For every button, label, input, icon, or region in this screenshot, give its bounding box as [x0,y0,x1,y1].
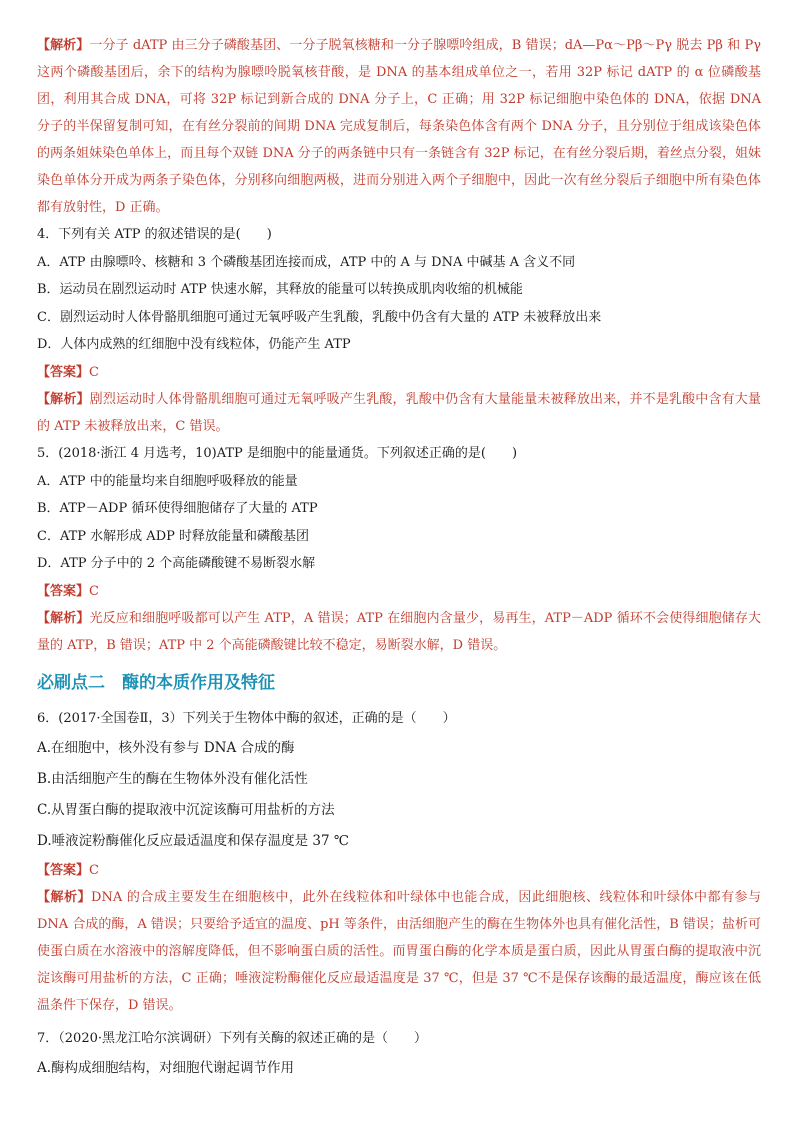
document-page [37,32,761,1084]
analysis-tag: 【解析】 [37,392,90,407]
analysis-tag: 【解析】 [37,38,90,53]
question-5-option-b: B．ATP－ADP 循环使得细胞储存了大量的 ATP [37,501,318,516]
question-6-stem: 6．(2017·全国卷Ⅱ，3）下列关于生物体中酶的叙述，正确的是（ ） [37,711,456,726]
question-5-analysis [37,605,761,659]
question-6-option-b: B.由活细胞产生的酶在生物体外没有催化活性 [37,770,308,787]
section-title: 必刷点二 酶的本质作用及特征 [37,673,275,693]
question-7-option-a: A.酶构成细胞结构，对细胞代谢起调节作用 [37,1060,295,1076]
question-4-analysis [37,386,761,440]
analysis-text: 剧烈运动时人体骨骼肌细胞可通过无氧呼吸产生乳酸，乳酸中仍含有大量能量未被释放出来，并不是乳酸中含有大量的 ATP 未被释放出来，C 错误。 [37,392,761,434]
answer-value: C [89,364,99,380]
answer-value: C [89,862,99,878]
question-6-answer [37,857,761,885]
question-5-option-d: D．ATP 分子中的 2 个高能磷酸键不易断裂水解 [37,556,316,571]
answer-value: C [89,583,99,599]
question-6-option-d: D.唾液淀粉酶催化反应最适温度和保存温度是 37 ℃ [37,832,349,849]
question-4-option-d: D．人体内成熟的红细胞中没有线粒体，仍能产生 ATP [37,337,351,352]
answer-tag: 【答案】 [37,583,90,599]
answer-tag: 【答案】 [37,364,90,380]
answer-tag: 【答案】 [37,862,90,878]
question-4-answer [37,359,761,387]
question-5-stem: 5．(2018·浙江 4 月选考，10)ATP 是细胞中的能量通货。下列叙述正确的是( ) [37,446,518,461]
question-7-stem: 7．（2020·黑龙江哈尔滨调研）下列有关酶的叙述正确的是（ ） [37,1031,427,1046]
question-5-answer [37,578,761,606]
question-4-option-c: C．剧烈运动时人体骨骼肌细胞可通过无氧呼吸产生乳酸，乳酸中仍含有大量的 ATP 未被释放出来 [37,309,602,325]
question-4-option-b: B．运动员在剧烈运动时 ATP 快速水解，其释放的能量可以转换成肌肉收缩的机械能 [37,282,523,297]
question-5-option-c: C．ATP 水解形成 ADP 时释放能量和磷酸基团 [37,528,309,544]
question-6-analysis [37,884,761,1019]
analysis-q3 [37,32,761,221]
analysis-tag: 【解析】 [37,890,92,905]
analysis-tag: 【解析】 [37,611,90,626]
question-4-option-a: A．ATP 由腺嘌呤、核糖和 3 个磷酸基团连接而成，ATP 中的 A 与 DNA 中碱基 A 含义不同 [37,254,576,270]
analysis-text: DNA 的合成主要发生在细胞核中，此外在线粒体和叶绿体中也能合成，因此细胞核、线粒体和叶绿体中都有参与 DNA 合成的酶，A 错误；只要给予适宜的温度、pH 等条件，由活细胞产生的酶在生物体外也具有催化活性，B 错误；盐析可使蛋白质在水溶液中的溶解度降低，但不影响蛋白质的活性。而胃蛋白酶的化学本质是蛋白质，因此从胃蛋白酶的提取液中沉淀该酶可用盐析的方法，C 正确；唾液淀粉酶催化反应最适温度是 37 ℃，但是 37 ℃不是保存该酶的最适温度，酶应该在低温条件下保存，D 错误。 [37,890,761,1013]
question-4-stem: 4．下列有关 ATP 的叙述错误的是( ) [37,227,272,242]
question-6-option-c: C.从胃蛋白酶的提取液中沉淀该酶可用盐析的方法 [37,801,335,818]
question-5-option-a: A．ATP 中的能量均来自细胞呼吸释放的能量 [37,473,298,489]
analysis-text: 一分子 dATP 由三分子磷酸基团、一分子脱氧核糖和一分子腺嘌呤组成，B 错误；dA—Pα～Pβ～Pγ 脱去 Pβ 和 Pγ 这两个磷酸基团后，余下的结构为腺嘌呤脱氧核苷酸，是 DNA 的基本组成单位之一，若用 32P 标记 dATP 的 α 位磷酸基团，利用其合成 DNA，可将 32P 标记到新合成的 DNA 分子上，C 正确；用 32P 标记细胞中染色体的 DNA，依据 DNA 分子的半保留复制可知，在有丝分裂前的间期 DNA 完成复制后，每条染色体含有两个 DNA 分子，且分别位于组成该染色体的两条姐妹染色单体上，而且每个双链 DNA 分子的两条链中只有一条链含有 32P 标记，在有丝分裂后期，着丝点分裂，姐妹染色单体分开成为两条子染色体，分别移向细胞两极，进而分别进入两个子细胞中，因此一次有丝分裂后子细胞中所有染色体都有放射性，D 正确。 [37,38,761,215]
question-6-option-a: A.在细胞中，核外没有参与 DNA 合成的酶 [37,739,295,756]
analysis-text: 光反应和细胞呼吸都可以产生 ATP，A 错误；ATP 在细胞内含量少，易再生，ATP－ADP 循环不会使得细胞储存大量的 ATP，B 错误；ATP 中 2 个高能磷酸键比较不稳定，易断裂水解，D 错误。 [37,611,761,653]
